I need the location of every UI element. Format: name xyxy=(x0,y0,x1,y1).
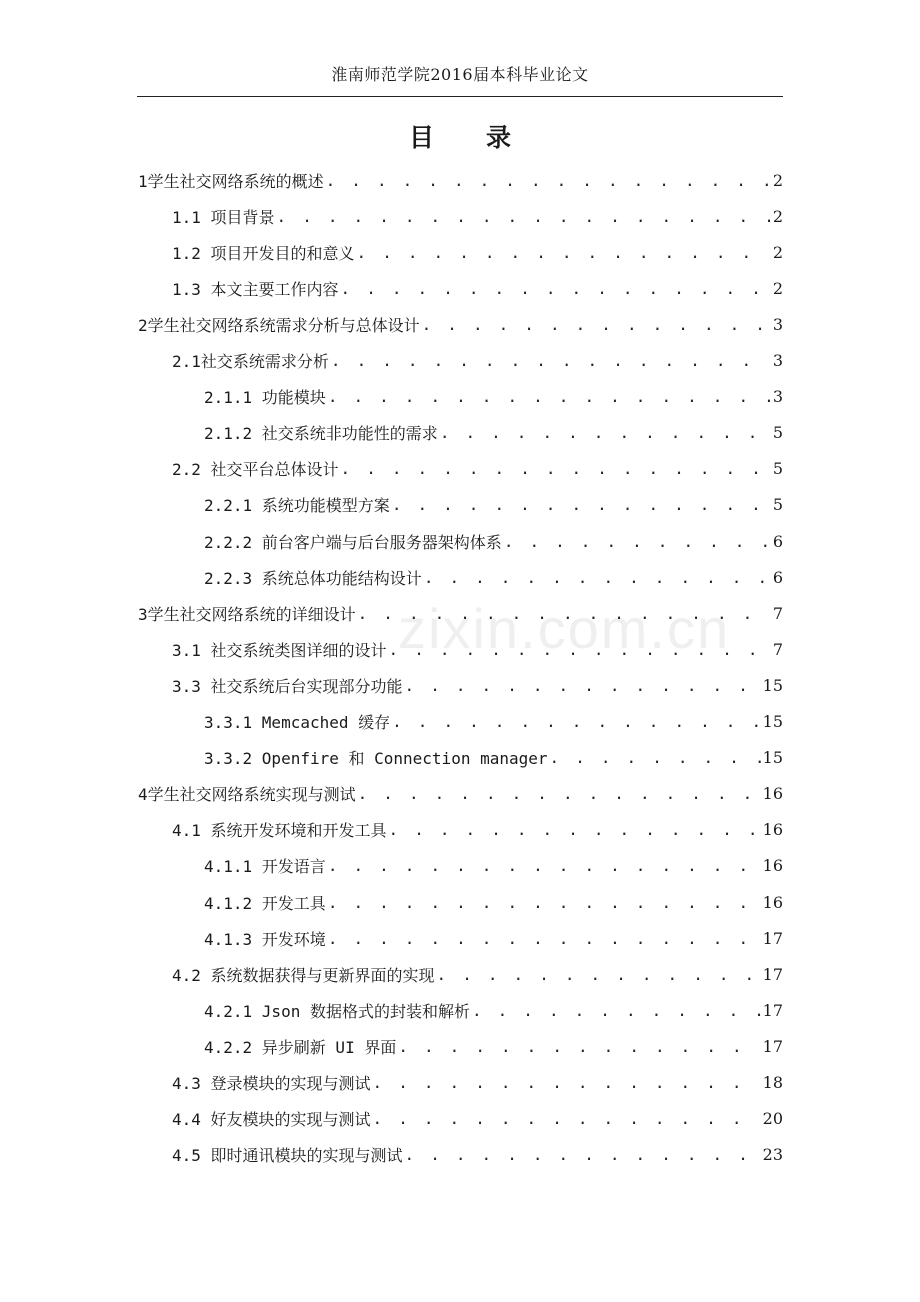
toc-page-number: 17 xyxy=(762,1000,783,1020)
toc-entry[interactable] xyxy=(138,162,783,198)
toc-entry-title: 3.3.2 Openfire 和 Connection manager xyxy=(204,749,548,769)
toc-entry[interactable] xyxy=(172,1065,783,1101)
toc-dot-leader xyxy=(331,351,771,370)
toc-page-number: 6 xyxy=(772,531,783,551)
toc-entry[interactable] xyxy=(204,415,783,451)
toc-dot-leader xyxy=(373,1109,761,1128)
toc-entry-title: 1.1 项目背景 xyxy=(172,207,275,227)
toc-dot-leader xyxy=(437,965,761,984)
toc-entry[interactable] xyxy=(204,920,783,956)
toc-dot-leader xyxy=(504,532,771,551)
toc-entry-title: 2.1.2 社交系统非功能性的需求 xyxy=(204,424,438,444)
toc-dot-leader xyxy=(405,1145,761,1164)
toc-page-number: 3 xyxy=(772,351,783,370)
toc-dot-leader xyxy=(341,459,771,478)
toc-entry-title: 4.2.2 异步刷新 UI 界面 xyxy=(204,1037,397,1057)
toc-entry-title: 2.2.3 系统总体功能结构设计 xyxy=(204,568,422,588)
toc-dot-leader xyxy=(389,820,761,839)
toc-dot-leader xyxy=(405,676,761,695)
toc-dot-leader xyxy=(392,712,761,731)
toc-entry-title: 4.4 好友模块的实现与测试 xyxy=(172,1110,371,1130)
toc-dot-leader xyxy=(358,604,771,623)
toc-page-number: 2 xyxy=(772,170,783,190)
toc-page-number: 7 xyxy=(772,639,783,659)
toc-entry-title: 4.2.1 Json 数据格式的封装和解析 xyxy=(204,1001,470,1021)
toc-entry[interactable] xyxy=(138,306,783,342)
toc-dot-leader xyxy=(357,243,771,262)
toc-page-number: 17 xyxy=(762,1036,783,1056)
toc-entry-title: 1学生社交网络系统的概述 xyxy=(138,171,324,191)
toc-page-number: 6 xyxy=(772,567,783,587)
toc-entry-title: 2.2.2 前台客户端与后台服务器架构体系 xyxy=(204,532,502,552)
toc-page-number: 16 xyxy=(762,856,783,876)
toc-dot-leader xyxy=(328,856,761,875)
toc-entry[interactable] xyxy=(204,523,783,559)
toc-entry-title: 3学生社交网络系统的详细设计 xyxy=(138,604,356,624)
toc-page-number: 16 xyxy=(762,892,783,912)
toc-dot-leader xyxy=(472,1001,761,1020)
toc-entry[interactable] xyxy=(204,740,783,776)
watermark: zixin.com.cn xyxy=(398,597,731,660)
toc-page-number: 20 xyxy=(762,1109,783,1129)
toc-page-number: 5 xyxy=(772,495,783,515)
toc-entry[interactable] xyxy=(172,198,783,234)
toc-entry[interactable] xyxy=(138,595,783,631)
toc-entry[interactable] xyxy=(172,667,783,703)
toc-page-number: 17 xyxy=(762,964,783,984)
toc-dot-leader xyxy=(277,207,771,226)
toc-entry[interactable] xyxy=(172,1137,783,1173)
toc-page-number: 2 xyxy=(772,242,783,262)
toc-page-number: 16 xyxy=(762,820,783,840)
toc-entry-title: 4.1.2 开发工具 xyxy=(204,893,326,913)
toc-dot-leader xyxy=(328,387,771,406)
toc-page-number: 5 xyxy=(772,423,783,443)
toc-entry-title: 1.3 本文主要工作内容 xyxy=(172,279,339,299)
toc-dot-leader xyxy=(550,748,761,767)
header-rule xyxy=(137,96,783,97)
toc-entry[interactable] xyxy=(138,776,783,812)
toc-entry-title: 3.1 社交系统类图详细的设计 xyxy=(172,640,387,660)
toc-page-number: 18 xyxy=(762,1073,783,1092)
running-header: 淮南师范学院2016届本科毕业论文 xyxy=(331,65,589,84)
toc-entry-title: 4.1.3 开发环境 xyxy=(204,929,326,949)
toc-entry-title: 2.1.1 功能模块 xyxy=(204,388,326,408)
toc-entry[interactable] xyxy=(204,559,783,595)
toc-dot-leader xyxy=(373,1073,761,1092)
toc-dot-leader xyxy=(358,784,761,803)
toc-entry-title: 4.1.1 开发语言 xyxy=(204,857,326,877)
toc-entry[interactable] xyxy=(204,704,783,740)
toc-page-number: 5 xyxy=(772,459,783,479)
toc-title: 目录 xyxy=(408,123,563,152)
toc-entry[interactable] xyxy=(204,1028,783,1064)
toc-dot-leader xyxy=(422,315,771,334)
toc-page-number: 3 xyxy=(772,314,783,334)
toc-entry[interactable] xyxy=(172,343,783,379)
toc-entry[interactable] xyxy=(204,848,783,884)
toc-entry[interactable] xyxy=(172,234,783,270)
toc-dot-leader xyxy=(328,893,761,912)
toc-entry-title: 3.3.1 Memcached 缓存 xyxy=(204,713,391,732)
toc-entry-title: 2学生社交网络系统需求分析与总体设计 xyxy=(138,315,420,335)
toc-entry[interactable] xyxy=(172,270,783,306)
toc-entry-title: 2.1社交系统需求分析 xyxy=(172,352,329,371)
toc-entry-title: 2.2.1 系统功能模型方案 xyxy=(204,496,390,516)
toc-entry[interactable] xyxy=(172,1101,783,1137)
toc-entry-title: 1.2 项目开发目的和意义 xyxy=(172,243,355,263)
toc-page-number: 2 xyxy=(772,278,783,298)
toc-entry[interactable] xyxy=(204,487,783,523)
toc-entry[interactable] xyxy=(172,631,783,667)
toc-entry-title: 4学生社交网络系统实现与测试 xyxy=(138,785,356,805)
toc-dot-leader xyxy=(326,171,771,190)
toc-entry-title: 2.2 社交平台总体设计 xyxy=(172,460,339,480)
toc-page-number: 15 xyxy=(762,712,783,731)
toc-dot-leader xyxy=(341,279,771,298)
toc-page-number: 15 xyxy=(762,675,783,695)
toc-entry-title: 4.2 系统数据获得与更新界面的实现 xyxy=(172,965,435,985)
toc-entry[interactable] xyxy=(172,956,783,992)
toc-entry[interactable] xyxy=(172,451,783,487)
toc-page-number: 7 xyxy=(772,603,783,623)
toc-entry-title: 3.3 社交系统后台实现部分功能 xyxy=(172,676,403,696)
toc-entry-title: 4.1 系统开发环境和开发工具 xyxy=(172,821,387,841)
toc-page-number: 2 xyxy=(772,206,783,226)
toc-dot-leader xyxy=(398,1037,760,1056)
toc-dot-leader xyxy=(392,495,771,514)
toc-entry[interactable] xyxy=(204,379,783,415)
toc-dot-leader xyxy=(389,640,771,659)
toc-entry[interactable] xyxy=(204,992,783,1028)
toc-entry-title: 4.5 即时通讯模块的实现与测试 xyxy=(172,1146,403,1166)
toc-page-number: 17 xyxy=(762,928,783,948)
toc-page-number: 15 xyxy=(762,748,783,768)
toc-page-number: 23 xyxy=(762,1145,783,1165)
toc-entry-title: 4.3 登录模块的实现与测试 xyxy=(172,1074,371,1093)
toc-dot-leader xyxy=(440,423,771,442)
toc-page-number: 16 xyxy=(762,784,783,804)
toc-dot-leader xyxy=(328,929,761,948)
toc-entry[interactable] xyxy=(172,812,783,848)
toc-dot-leader xyxy=(424,568,771,587)
toc-entry[interactable] xyxy=(204,884,783,920)
toc-page-number: 3 xyxy=(772,387,783,407)
